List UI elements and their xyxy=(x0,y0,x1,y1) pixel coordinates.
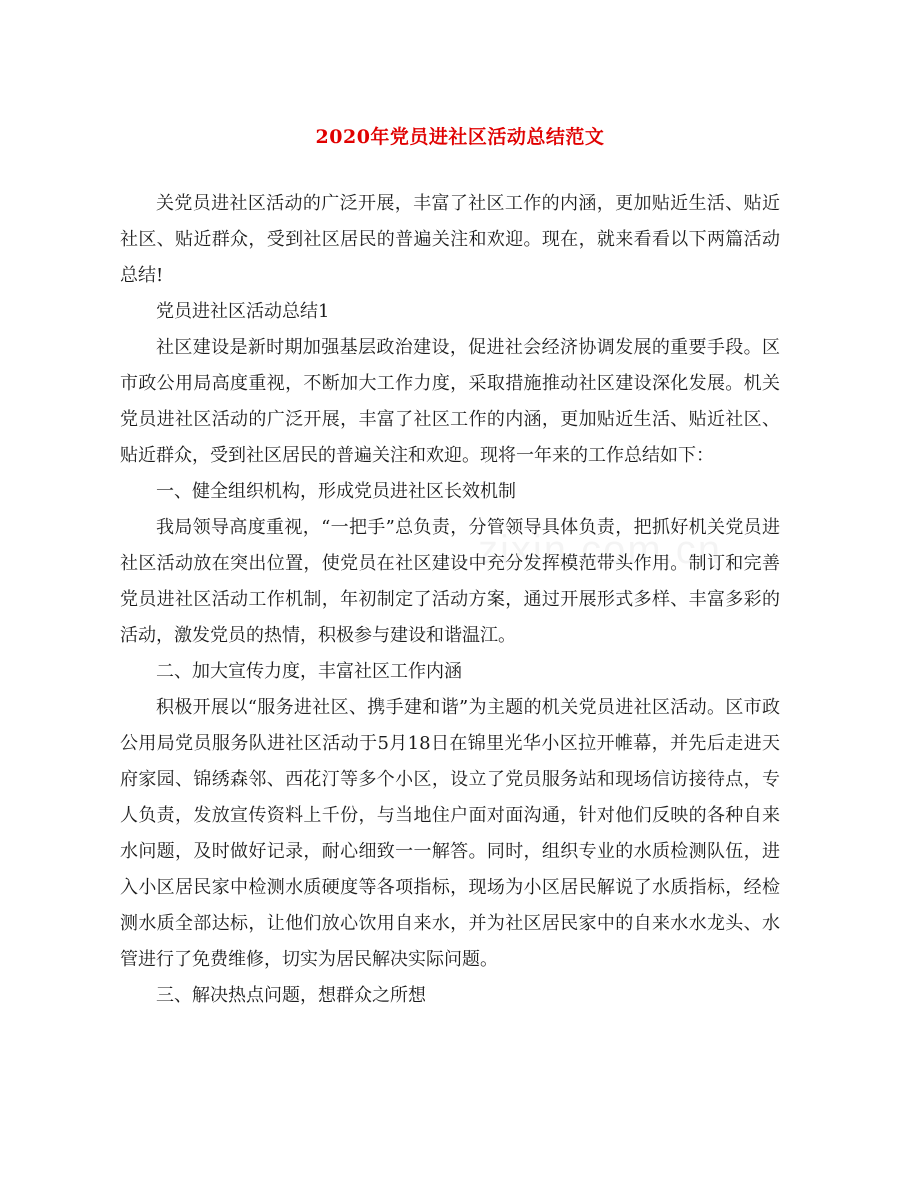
paragraph: 积极开展以“服务进社区、携手建和谐”为主题的机关党员进社区活动。区市政公用局党员服务队进社区活动于5月18日在锦里光华小区拉开帷幕，并先后走进天府家园、锦绣森邻、西花汀等多个小区，设立了党员服务站和现场信访接待点，专人负责，发放宣传资料上千份，与当地住户面对面沟通，针对他们反映的各种自来水问题，及时做好记录，耐心细致一一解答。同时，组织专业的水质检测队伍，进入小区居民家中检测水质硬度等各项指标，现场为小区居民解说了水质指标，经检测水质全部达标，让他们放心饮用自来水，并为社区居民家中的自来水水龙头、水管进行了免费维修，切实为居民解决实际问题。 xyxy=(120,697,780,970)
section-heading: 二、加大宣传力度，丰富社区工作内涵 xyxy=(156,661,462,682)
section-heading: 三、解决热点问题，想群众之所想 xyxy=(156,985,426,1006)
section-heading: 一、健全组织机构，形成党员进社区长效机制 xyxy=(156,481,516,502)
paragraph: 我局领导高度重视，“一把手”总负责，分管领导具体负责，把抓好机关党员进社区活动放在突出位置，使党员在社区建设中充分发挥模范带头作用。制订和完善党员进社区活动工作机制，年初制定了活动方案，通过开展形式多样、丰富多彩的活动，激发党员的热情，积极参与建设和谐温江。 xyxy=(120,517,780,646)
paragraph-intro: 关党员进社区活动的广泛开展，丰富了社区工作的内涵，更加贴近生活、贴近社区、贴近群众，受到社区居民的普遍关注和欢迎。现在，就来看看以下两篇活动总结! xyxy=(120,193,780,286)
document-body xyxy=(120,186,780,1014)
document-title: 2020年党员进社区活动总结范文 xyxy=(315,126,605,148)
section-heading-summary-1: 党员进社区活动总结1 xyxy=(156,301,330,322)
paragraph: 社区建设是新时期加强基层政治建设，促进社会经济协调发展的重要手段。区市政公用局高度重视，不断加大工作力度，采取措施推动社区建设深化发展。机关党员进社区活动的广泛开展，丰富了社区工作的内涵，更加贴近生活、贴近社区、贴近群众，受到社区居民的普遍关注和欢迎。现将一年来的工作总结如下： xyxy=(120,337,780,466)
